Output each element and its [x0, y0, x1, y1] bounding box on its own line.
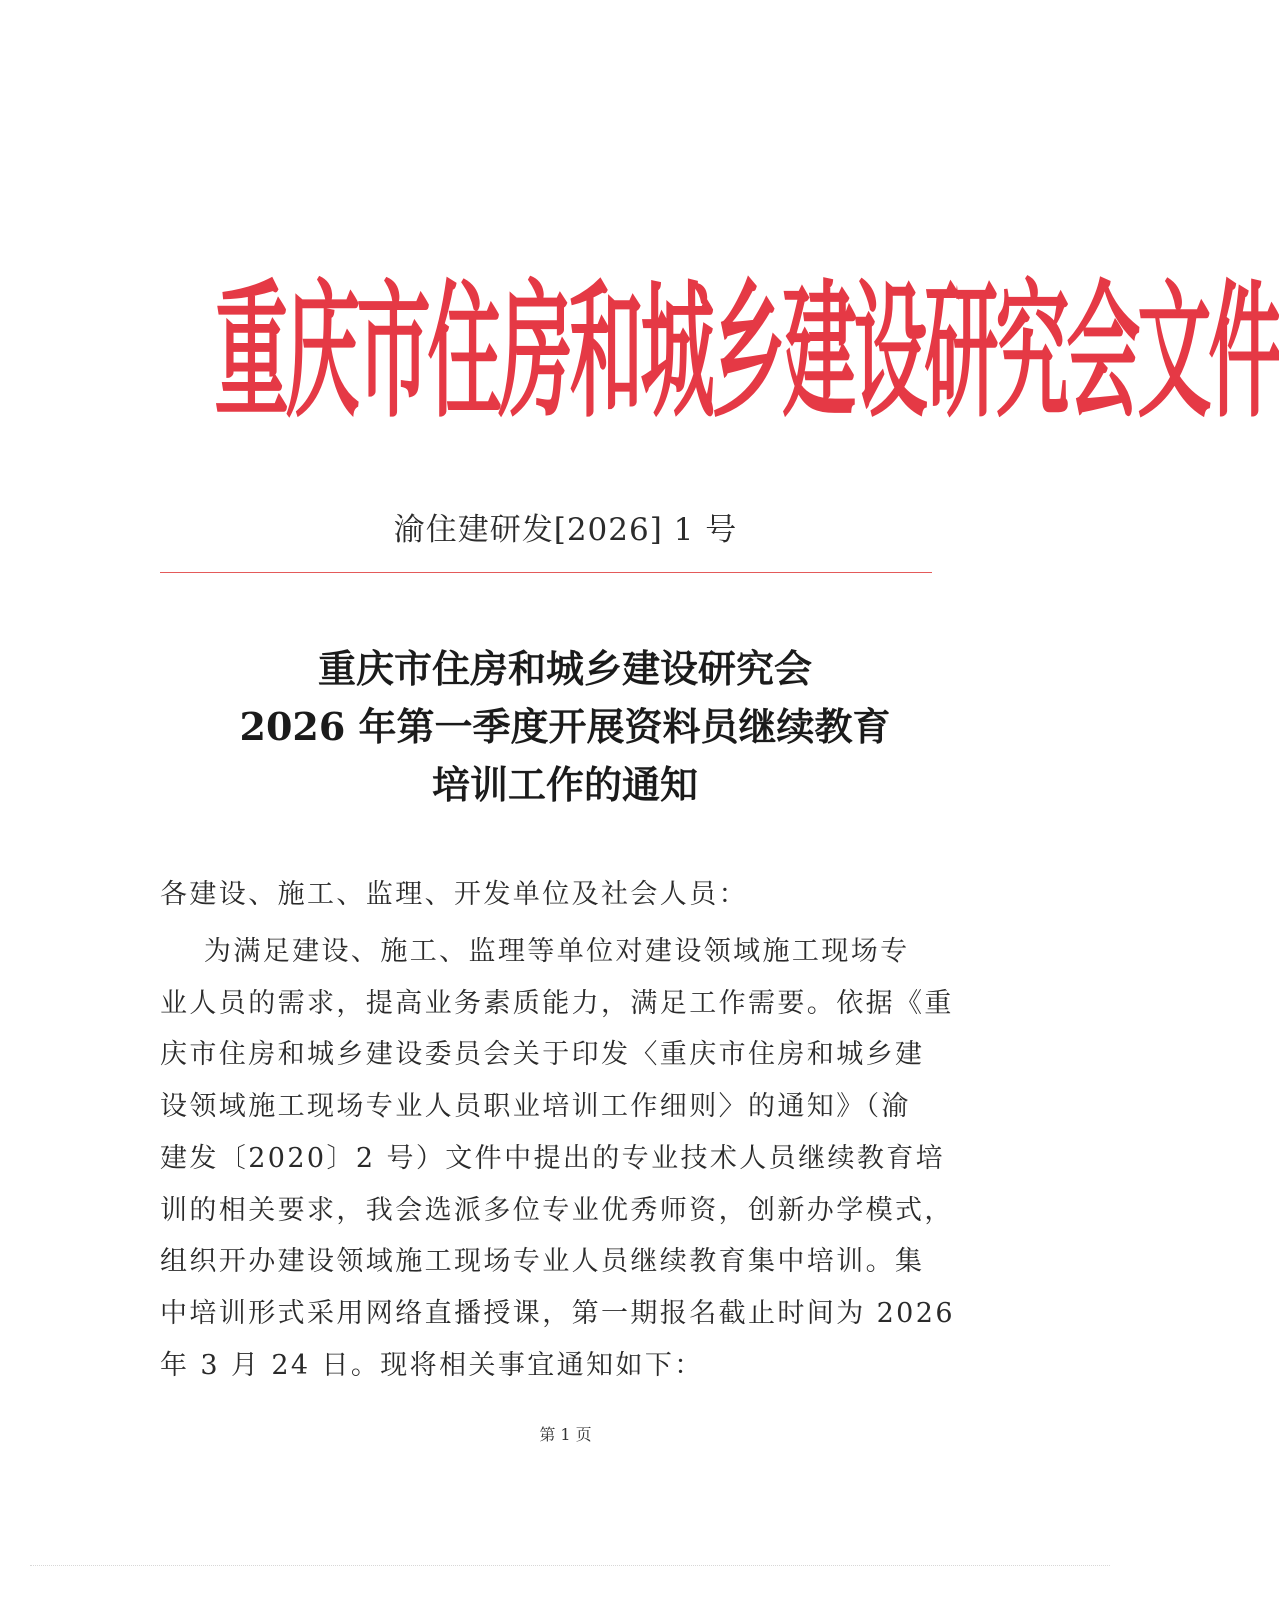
body-line: 设领域施工现场专业人员职业培训工作细则〉的通知》（渝	[160, 1091, 911, 1123]
scan-edge-line	[30, 1565, 1110, 1566]
body-line: 庆市住房和城乡建设委员会关于印发〈重庆市住房和城乡建	[160, 1039, 925, 1071]
notice-title	[140, 640, 990, 814]
body-line: 年 3 月 24 日。现将相关事宜通知如下：	[160, 1349, 704, 1381]
document-number: 渝住建研发[2026] 1 号	[393, 512, 738, 548]
body-paragraph	[160, 926, 955, 1391]
body-line: 建发〔2020〕2 号）文件中提出的专业技术人员继续教育培	[160, 1142, 946, 1174]
body-line: 为满足建设、施工、监理等单位对建设领域施工现场专	[160, 936, 910, 967]
notice-title-line-2: 2026 年第一季度开展资料员继续教育	[239, 704, 891, 749]
body-line: 中培训形式采用网络直播授课，第一期报名截止时间为 2026	[160, 1297, 955, 1329]
notice-title-line-3: 培训工作的通知	[431, 762, 698, 807]
body-line: 业人员的需求，提高业务素质能力，满足工作需要。依据《重	[160, 987, 954, 1019]
page-number: 第 1 页	[539, 1425, 592, 1444]
red-divider-line	[160, 572, 932, 573]
organization-header-title: 重庆市住房和城乡建设研究会文件	[214, 266, 1279, 439]
notice-title-line-1: 重庆市住房和城乡建设研究会	[317, 646, 812, 691]
salutation: 各建设、施工、监理、开发单位及社会人员：	[160, 879, 748, 910]
body-line: 组织开办建设领域施工现场专业人员继续教育集中培训。集	[160, 1246, 925, 1278]
body-line: 训的相关要求，我会选派多位专业优秀师资，创新办学模式，	[160, 1194, 954, 1226]
